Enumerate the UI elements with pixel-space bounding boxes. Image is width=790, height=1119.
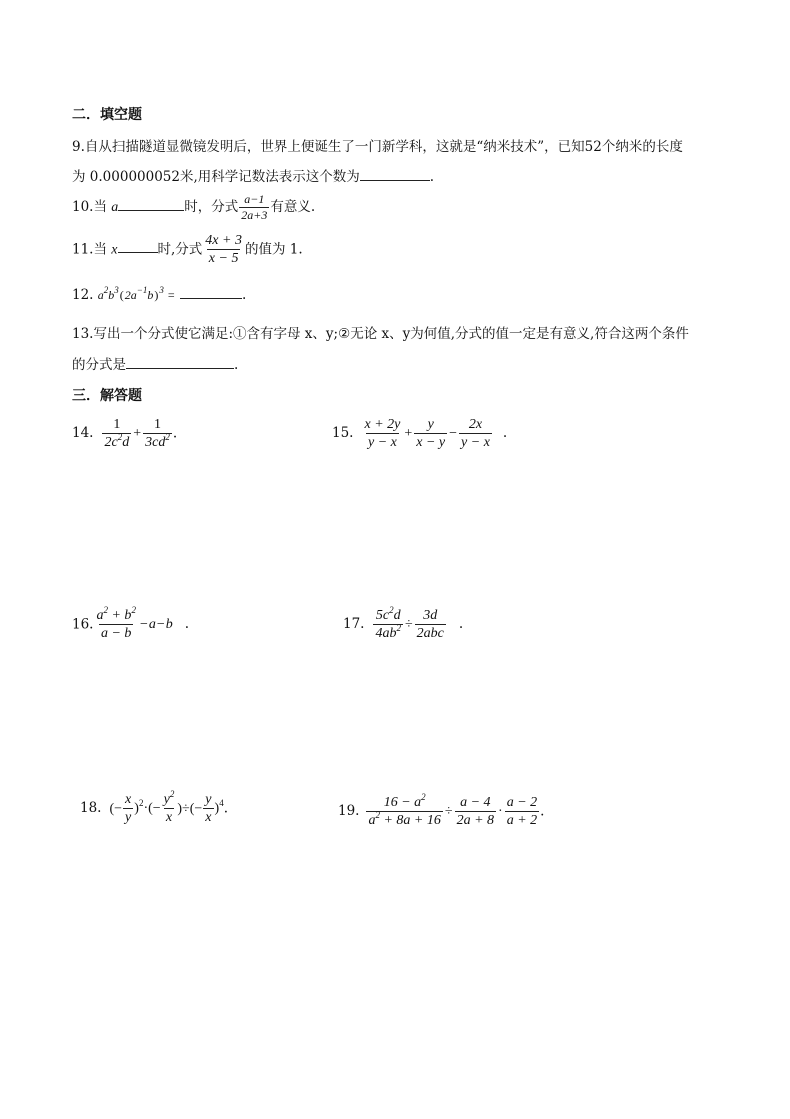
question-10-label: 10.当 (72, 199, 107, 216)
question-15-label: 15. (332, 425, 354, 442)
question-17-end: . (458, 616, 464, 633)
question-11-variable: x (111, 242, 118, 258)
question-16-label: 16. (72, 616, 94, 633)
question-14-label: 14. (72, 425, 94, 442)
fraction-11-numerator: 4x + 3 (205, 233, 242, 248)
fraction-10 (239, 193, 269, 222)
question-11 (72, 233, 303, 267)
section-heading-solve: 三．解答题 (72, 388, 142, 404)
question-12 (72, 286, 246, 303)
question-11-end: 的值为 1. (244, 241, 303, 258)
fraction-18-c: $\frac{y}{x}$ (205, 792, 212, 826)
question-19-label: 19. (338, 803, 360, 820)
fraction-14-b: $\frac{1}{3cd^2}$ (145, 417, 170, 451)
question-17-label: 17. (343, 616, 365, 633)
fraction-19-a: $\frac{16 - a^2}{a^2 + 8a + 16}$ (368, 792, 441, 829)
question-13-line-2 (72, 353, 238, 373)
question-16 (72, 605, 190, 642)
question-13-text: 的分式是 (72, 357, 126, 373)
question-10 (72, 193, 315, 222)
question-18-end: . (223, 800, 228, 817)
question-11-text: 时,分式 (157, 241, 203, 258)
fraction-14-a-numerator: 1 (113, 417, 121, 432)
question-16-end: . (184, 616, 190, 633)
fraction-15-c: $\frac{2x}{y - x}$ (461, 417, 490, 451)
question-14: 14. $\frac{1}{2c^2d}$ + $\frac{1}{3cd^2}$ . (72, 417, 178, 451)
fraction-17-a: $\frac{5c^2d}{4ab^2}$ (375, 605, 401, 642)
question-10-text: 时，分式 (184, 199, 239, 216)
question-15-end: . (502, 425, 508, 442)
question-10-end: 有意义. (270, 199, 316, 216)
fraction-11-denominator: x − 5 (208, 251, 239, 267)
question-17: 17. $\frac{5c^2d}{4ab^2}$ ÷ $\frac{3d}{\text{2abc}}$ . (343, 605, 464, 642)
question-15: 15. $\frac{x + 2y}{y - x}$ + $\frac{y}{x - y}$ − $\frac{2x}{y - x}$ . (332, 417, 508, 451)
question-18-label: 18. (80, 800, 102, 817)
fraction-14-a: $\frac{1}{2c^2d}$ (104, 417, 130, 451)
question-13-end: . (234, 357, 239, 373)
answer-blank-9[interactable] (360, 168, 430, 181)
fraction-11 (203, 233, 244, 267)
answer-blank-13[interactable] (126, 356, 234, 369)
question-18: 18. (− $\frac{x}{y}$ )$^2$·(− $\frac{y^2}{x}$ )÷(− $\frac{y}{x}$ )$^4$. (80, 789, 228, 826)
fraction-15-b: $\frac{y}{x - y}$ (416, 417, 446, 451)
question-11-label: 11.当 (72, 241, 107, 258)
expression-16-tail: −a−b (139, 617, 173, 633)
fraction-17-b: $\frac{3d}{\text{2abc}}$ (416, 608, 444, 642)
question-19: 19. $\frac{16 - a^2}{a^2 + 8a + 16}$ ÷ $\frac{a - 4}{2a + 8}$ · $\frac{a - 2}{a + 2}$ . (338, 792, 545, 829)
answer-blank-10[interactable] (118, 198, 184, 211)
question-12-end: . (241, 287, 247, 303)
fraction-18-a: $\frac{x}{y}$ (125, 792, 132, 826)
fraction-10-numerator: a−1 (244, 192, 265, 206)
question-9-period: . (429, 169, 435, 185)
fraction-19-c: $\frac{a - 2}{a + 2}$ (506, 795, 538, 829)
question-9-line-1: 9.自从扫描隧道显微镜发明后，世界上便诞生了一门新学科，这就是“纳米技术”，已知52个纳米的长度 (72, 139, 683, 155)
fraction-14-b-numerator: 1 (153, 417, 161, 432)
section-heading-fill-in: 二．填空题 (72, 107, 142, 123)
question-10-variable: a (111, 200, 119, 216)
question-13-line-1: 13.写出一个分式使它满足:①含有字母 x、y;②无论 x、y为何值,分式的值一定是有意义,符合这两个条件 (72, 326, 689, 342)
answer-blank-12[interactable] (180, 286, 242, 299)
question-12-label: 12. (72, 287, 94, 303)
fraction-10-denominator: 2a+3 (241, 208, 268, 223)
fraction-19-b: $\frac{a - 4}{2a + 8}$ (456, 795, 495, 829)
question-9-line-2 (72, 165, 434, 185)
question-14-end: . (172, 425, 178, 442)
fraction-16: $\frac{a^2 + b^2}{a - b}$ (96, 605, 136, 642)
expression-12: $a^2b^3(2a^{-1}b)^3$ = (97, 285, 175, 302)
fraction-15-a: $\frac{x + 2y}{y - x}$ (364, 417, 401, 451)
question-19-end: . (540, 803, 545, 820)
fraction-18-b: $\frac{y^2}{x}$ (163, 789, 175, 826)
answer-blank-11[interactable] (118, 240, 158, 253)
question-9-text: 为 0.000000052米,用科学记数法表示这个数为 (72, 169, 360, 185)
